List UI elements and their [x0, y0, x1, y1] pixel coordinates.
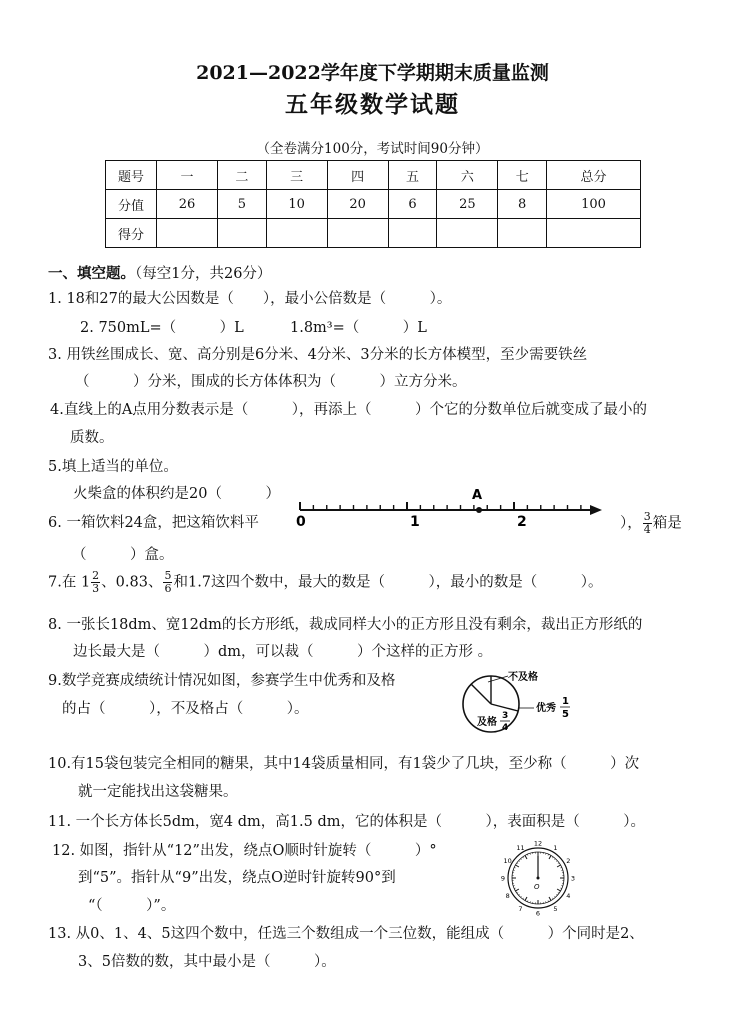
clock-number: 7	[518, 904, 523, 913]
pie-label-excellent: 优秀	[536, 703, 556, 714]
pie-label-fail: 不及格	[508, 672, 538, 683]
clock-number: 3	[570, 874, 576, 883]
pie-label-pass: 及格	[477, 717, 497, 728]
score-table-column-header: 六	[437, 161, 498, 190]
clock-tick	[552, 857, 553, 858]
question-6-tail	[620, 511, 682, 536]
question-5-item: 火柴盒的体积约是20（ ）	[73, 486, 280, 502]
score-entry-cell[interactable]	[217, 219, 266, 248]
number-line-background	[290, 482, 606, 530]
section-1-note: （每空1分，共26分）	[135, 266, 272, 282]
question-10-line-2: 就一定能找出这袋糖果。	[78, 784, 238, 800]
score-table-row-label: 分值	[106, 190, 157, 219]
question-12-line-2: 到“5”。指针从“9”出发，绕点O逆时针旋转90°到	[78, 870, 396, 886]
score-table-cell: 6	[388, 190, 437, 219]
score-table-row-points	[106, 190, 641, 219]
score-table	[105, 160, 641, 248]
number-line-point-a	[476, 507, 482, 513]
clock-tick	[558, 863, 559, 864]
clock-number: 6	[535, 909, 541, 916]
score-table-column-header: 四	[327, 161, 388, 190]
clock-tick	[554, 859, 555, 860]
clock-tick	[556, 894, 557, 895]
clock-tick	[525, 897, 527, 900]
question-9-line-2: 的占（ ），不及格占（ ）。	[62, 701, 309, 717]
exam-note: （全卷满分100分，考试时间90分钟）	[256, 141, 489, 157]
question-7	[48, 570, 603, 595]
clock-number: 8	[505, 892, 510, 900]
fraction-denominator: 4	[643, 523, 651, 536]
question-3-line-2: （ ）分米，围成的长方体体积为（ ）立方分米。	[75, 374, 467, 390]
score-table-cell: 25	[437, 190, 498, 219]
exam-title: 2021—2022学年度下学期期末质量监测	[196, 62, 549, 84]
score-table-cell: 10	[266, 190, 327, 219]
question-7-mixed-fraction	[91, 570, 100, 595]
score-table-column-header: 总分	[547, 161, 641, 190]
clock-number: 1	[553, 844, 558, 853]
section-1-title: 一、填空题。	[48, 265, 135, 282]
score-table-column-header: 一	[157, 161, 218, 190]
score-table-cell: 26	[157, 190, 218, 219]
question-3-line-1: 3. 用铁丝围成长、宽、高分别是6分米、4分米、3分米的长方体模型，至少需要铁丝	[48, 347, 588, 363]
pie-excellent-den: 5	[562, 709, 569, 720]
clock-tick	[515, 889, 518, 891]
section-1-heading	[48, 262, 271, 283]
score-table-row-header	[106, 161, 641, 190]
clock-center-label: O	[534, 883, 540, 891]
pie-divider-right	[491, 704, 518, 711]
clock-tick	[523, 857, 524, 858]
exam-subtitle: 五年级数学试题	[285, 91, 460, 118]
question-11: 11. 一个长方体长5dm，宽4 dm，高1.5 dm，它的体积是（ ），表面积是（ ）。	[48, 814, 645, 830]
number-line-figure	[290, 482, 606, 530]
score-entry-cell[interactable]	[388, 219, 437, 248]
question-6-fraction	[643, 511, 652, 536]
question-5: 5.填上适当的单位。	[48, 459, 178, 475]
clock-tick	[549, 897, 551, 900]
clock-tick	[549, 855, 551, 858]
score-table-column-header: 五	[388, 161, 437, 190]
clock-tick	[557, 889, 560, 891]
clock-number: 5	[553, 904, 558, 913]
fraction-numerator: 2	[92, 569, 100, 582]
question-13-line-1: 13. 从0、1、4、5这四个数中，任选三个数组成一个三位数，能组成（ ）个同时是2、	[48, 926, 644, 942]
question-2a: 2. 750mL=（ ）L	[80, 320, 244, 336]
number-line-label-2: 2	[517, 514, 527, 530]
pie-excellent-num: 1	[562, 696, 569, 707]
score-table-row-label: 得分	[106, 219, 157, 248]
question-12-line-3: “（ ）”。	[88, 898, 176, 914]
score-table-row-label: 题号	[106, 161, 157, 190]
clock-number: 10	[503, 857, 512, 865]
fraction-denominator: 6	[164, 582, 172, 595]
question-7-text-a: 7.在 1	[48, 574, 91, 591]
question-4-line-1: 4.直线上的A点用分数表示是（ ），再添上（ ）个它的分数单位后就变成了最小的	[50, 402, 648, 418]
pie-pass-den: 4	[502, 723, 509, 733]
score-table-cell: 5	[217, 190, 266, 219]
question-6-line-2: （ ）盒。	[72, 547, 174, 563]
question-12-line-1: 12. 如图，指针从“12”出发，绕点O顺时针旋转（ ）°	[52, 843, 437, 859]
score-entry-cell[interactable]	[157, 219, 218, 248]
score-table-cell: 100	[547, 190, 641, 219]
question-8-line-1: 8. 一张长18dm、宽12dm的长方形纸，裁成同样大小的正方形且没有剩余，裁出正方形纸的	[48, 617, 643, 633]
clock-tick	[525, 855, 527, 858]
clock-tick	[557, 865, 560, 867]
clock-tick	[558, 892, 559, 893]
clock-tick	[517, 892, 518, 893]
score-entry-cell[interactable]	[498, 219, 547, 248]
score-entry-cell[interactable]	[437, 219, 498, 248]
clock-tick	[554, 896, 555, 897]
question-1: 1. 18和27的最大公因数是（ ），最小公倍数是（ ）。	[48, 291, 452, 307]
clock-figure	[498, 840, 578, 916]
question-6-text-c: 箱是	[652, 515, 682, 532]
question-13-line-2: 3、5倍数的数，其中最小是（ ）。	[78, 954, 336, 970]
question-6-text-b: ），	[620, 515, 642, 532]
fraction-numerator: 5	[164, 569, 172, 582]
clock-number: 12	[533, 840, 543, 848]
clock-tick	[523, 898, 524, 899]
clock-tick	[517, 863, 518, 864]
score-entry-cell[interactable]	[547, 219, 641, 248]
score-table-row-score	[106, 219, 641, 248]
score-entry-cell[interactable]	[266, 219, 327, 248]
clock-number: 11	[516, 844, 525, 853]
clock-tick	[515, 865, 518, 867]
question-2b: 1.8m³=（ ）L	[290, 320, 427, 336]
question-10-line-1: 10.有15袋包装完全相同的糖果，其中14袋质量相同，有1袋少了几块，至少称（ ）次	[48, 756, 640, 772]
score-table-cell: 8	[498, 190, 547, 219]
number-line-point-label: A	[472, 488, 483, 503]
pie-pass-num: 3	[502, 711, 509, 721]
fraction-numerator: 3	[643, 510, 651, 523]
clock-center-dot	[537, 877, 540, 880]
question-7-text-c: 和1.7这四个数中，最大的数是（ ），最小的数是（ ）。	[173, 574, 603, 591]
fraction-denominator: 3	[92, 582, 100, 595]
clock-number: 9	[500, 874, 506, 883]
question-4-line-2: 质数。	[70, 430, 114, 446]
question-6-text-a: 6. 一箱饮料24盒，把这箱饮料平	[48, 515, 259, 531]
clock-tick	[521, 859, 522, 860]
score-table-column-header: 二	[217, 161, 266, 190]
score-table-column-header: 七	[498, 161, 547, 190]
clock-tick	[552, 898, 553, 899]
question-8-line-2: 边长最大是（ ）dm，可以裁（ ）个这样的正方形 。	[73, 644, 493, 660]
clock-tick	[556, 861, 557, 862]
pie-divider-left	[471, 684, 491, 704]
question-7-fraction	[163, 570, 172, 595]
clock-tick	[521, 896, 522, 897]
pie-chart-figure	[458, 666, 598, 738]
number-line-label-1: 1	[410, 514, 420, 530]
question-9-line-1: 9.数学竞赛成绩统计情况如图，参赛学生中优秀和及格	[48, 673, 396, 689]
score-entry-cell[interactable]	[327, 219, 388, 248]
number-line-label-0: 0	[296, 514, 306, 530]
clock-number: 2	[566, 857, 571, 865]
score-table-column-header: 三	[266, 161, 327, 190]
clock-number: 4	[566, 892, 571, 900]
question-7-text-b: 、0.83、	[101, 574, 163, 591]
score-table-cell: 20	[327, 190, 388, 219]
clock-tick	[519, 861, 520, 862]
clock-tick	[519, 894, 520, 895]
